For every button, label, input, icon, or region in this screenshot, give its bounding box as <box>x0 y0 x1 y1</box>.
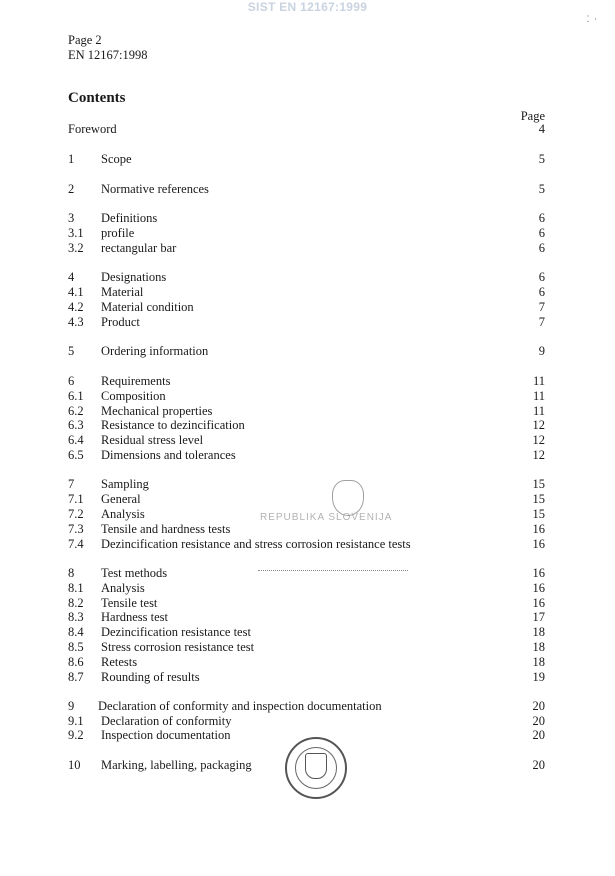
toc-page: 20 <box>532 758 545 772</box>
toc-page: 15 <box>532 507 545 521</box>
toc-row <box>0 404 615 419</box>
toc-number: 6.1 <box>68 389 84 403</box>
toc-number: 8.2 <box>68 596 84 610</box>
toc-title: profile <box>101 226 135 240</box>
toc-title: Residual stress level <box>101 433 204 447</box>
toc-title: Declaration of conformity <box>101 714 232 728</box>
toc-number: 10 <box>68 758 81 772</box>
toc-page: 12 <box>532 448 545 462</box>
toc-title: Designations <box>101 270 167 284</box>
toc-row <box>0 448 615 463</box>
toc-row <box>0 670 615 685</box>
toc-page: 5 <box>538 152 545 166</box>
toc-number: 6.3 <box>68 418 84 432</box>
toc-title: Scope <box>101 152 132 166</box>
toc-number: 4.1 <box>68 285 84 299</box>
toc-number: 8.1 <box>68 581 84 595</box>
toc-row <box>0 566 615 581</box>
contents-title: Contents <box>68 90 126 106</box>
toc-number: 6.4 <box>68 433 84 447</box>
toc-title: Composition <box>101 389 166 403</box>
toc-number: 8.3 <box>68 610 84 624</box>
toc-number: 7.3 <box>68 522 84 536</box>
toc-page: 6 <box>538 285 545 299</box>
toc-page: 16 <box>532 581 545 595</box>
toc-page: 15 <box>532 492 545 506</box>
toc-title: rectangular bar <box>101 241 177 255</box>
toc-number: 6.2 <box>68 404 84 418</box>
toc-number: 6 <box>68 374 75 388</box>
toc-page: 16 <box>532 566 545 580</box>
toc-row <box>0 581 615 596</box>
toc-number: 7.1 <box>68 492 84 506</box>
toc-page: 7 <box>538 300 545 314</box>
toc-row <box>0 418 615 433</box>
toc-number: 9.2 <box>68 728 84 742</box>
toc-number: 1 <box>68 152 75 166</box>
toc-row <box>0 477 615 492</box>
toc-row <box>0 610 615 625</box>
toc-row <box>0 211 615 226</box>
toc-title: Hardness test <box>101 610 168 624</box>
toc-row-foreword <box>0 122 615 137</box>
toc-title: Retests <box>101 655 138 669</box>
toc-row <box>0 374 615 389</box>
toc-page: 6 <box>538 270 545 284</box>
toc-number: 8.4 <box>68 625 84 639</box>
toc-title: Normative references <box>101 182 209 196</box>
toc-number: 3.2 <box>68 241 84 255</box>
toc-title: Dezincification resistance test <box>101 625 251 639</box>
toc-page: 9 <box>538 344 545 358</box>
toc-number: 7.4 <box>68 537 84 551</box>
toc-page: 11 <box>532 404 545 418</box>
official-seal-icon <box>285 737 347 799</box>
coat-of-arms-icon <box>332 480 364 516</box>
toc-title: Product <box>101 315 140 329</box>
toc-number: 4 <box>68 270 75 284</box>
toc-page: 18 <box>532 655 545 669</box>
toc-page: 16 <box>532 522 545 536</box>
toc-number: 7 <box>68 477 75 491</box>
toc-page: 7 <box>538 315 545 329</box>
toc-row <box>0 433 615 448</box>
toc-title: Ordering information <box>101 344 209 358</box>
toc-row <box>0 625 615 640</box>
signature-line <box>258 570 408 571</box>
toc-page: 11 <box>532 389 545 403</box>
toc-row <box>0 655 615 670</box>
toc-row <box>0 389 615 404</box>
toc-title: Mechanical properties <box>101 404 213 418</box>
toc-page: 5 <box>538 182 545 196</box>
toc-number: 3.1 <box>68 226 84 240</box>
toc-number: 3 <box>68 211 75 225</box>
toc-title: Foreword <box>68 122 117 136</box>
toc-page: 16 <box>532 537 545 551</box>
toc-title: Requirements <box>101 374 171 388</box>
toc-page: 12 <box>532 418 545 432</box>
standard-id: EN 12167:1998 <box>68 48 148 62</box>
toc-title: Sampling <box>101 477 149 491</box>
toc-row <box>0 241 615 256</box>
toc-page: 12 <box>532 433 545 447</box>
toc-page: 6 <box>538 226 545 240</box>
toc-number: 9 <box>68 699 75 713</box>
toc-page: 20 <box>532 728 545 742</box>
toc-row <box>0 640 615 655</box>
toc-page: 18 <box>532 640 545 654</box>
toc-page: 18 <box>532 625 545 639</box>
toc-title: Tensile test <box>101 596 158 610</box>
toc-title: General <box>101 492 141 506</box>
toc-row <box>0 344 615 359</box>
toc-number: 8 <box>68 566 75 580</box>
toc-number: 6.5 <box>68 448 84 462</box>
toc-page: 6 <box>538 211 545 225</box>
toc-row <box>0 714 615 729</box>
toc-number: 9.1 <box>68 714 84 728</box>
toc-row <box>0 699 615 714</box>
toc-row <box>0 152 615 167</box>
toc-row <box>0 182 615 197</box>
stamp-text: REPUBLIKA SLOVENIJA <box>260 512 393 523</box>
toc-row <box>0 492 615 507</box>
toc-number: 8.5 <box>68 640 84 654</box>
toc-row <box>0 315 615 330</box>
toc-row <box>0 596 615 611</box>
toc-number: 4.2 <box>68 300 84 314</box>
toc-number: 2 <box>68 182 75 196</box>
toc-title: Dimensions and tolerances <box>101 448 236 462</box>
toc-row <box>0 270 615 285</box>
toc-row <box>0 537 615 552</box>
page-column-label: Page <box>520 109 545 123</box>
toc-page: 16 <box>532 596 545 610</box>
toc-number: 7.2 <box>68 507 84 521</box>
toc-number: 8.6 <box>68 655 84 669</box>
toc-title: Resistance to dezincification <box>101 418 245 432</box>
toc-title: Analysis <box>101 507 145 521</box>
toc-title: Stress corrosion resistance test <box>101 640 255 654</box>
toc-page: 20 <box>532 699 545 713</box>
toc-title: Inspection documentation <box>101 728 231 742</box>
toc-row <box>0 285 615 300</box>
toc-title: Tensile and hardness tests <box>101 522 231 536</box>
toc-page: 20 <box>532 714 545 728</box>
toc-title: Declaration of conformity and inspection documentation <box>98 699 382 713</box>
watermark: SIST EN 12167:1999 <box>247 0 368 14</box>
toc-row <box>0 226 615 241</box>
toc-title: Marking, labelling, packaging <box>101 758 252 772</box>
toc-title: Test methods <box>101 566 168 580</box>
toc-row <box>0 522 615 537</box>
toc-title: Material condition <box>101 300 194 314</box>
toc-number: 4.3 <box>68 315 84 329</box>
corner-marks-decoration: ⁚ · <box>586 14 597 24</box>
toc-page: 19 <box>532 670 545 684</box>
toc-number: 5 <box>68 344 75 358</box>
toc-page: 4 <box>538 122 545 136</box>
toc-page: 6 <box>538 241 545 255</box>
toc-page: 17 <box>532 610 545 624</box>
toc-title: Rounding of results <box>101 670 200 684</box>
toc-title: Material <box>101 285 144 299</box>
toc-row <box>0 300 615 315</box>
toc-page: 11 <box>532 374 545 388</box>
toc-title: Definitions <box>101 211 158 225</box>
toc-title: Dezincification resistance and stress corrosion resistance tests <box>101 537 411 551</box>
toc-number: 8.7 <box>68 670 84 684</box>
page-number: Page 2 <box>68 33 102 47</box>
toc-page: 15 <box>532 477 545 491</box>
toc-title: Analysis <box>101 581 145 595</box>
